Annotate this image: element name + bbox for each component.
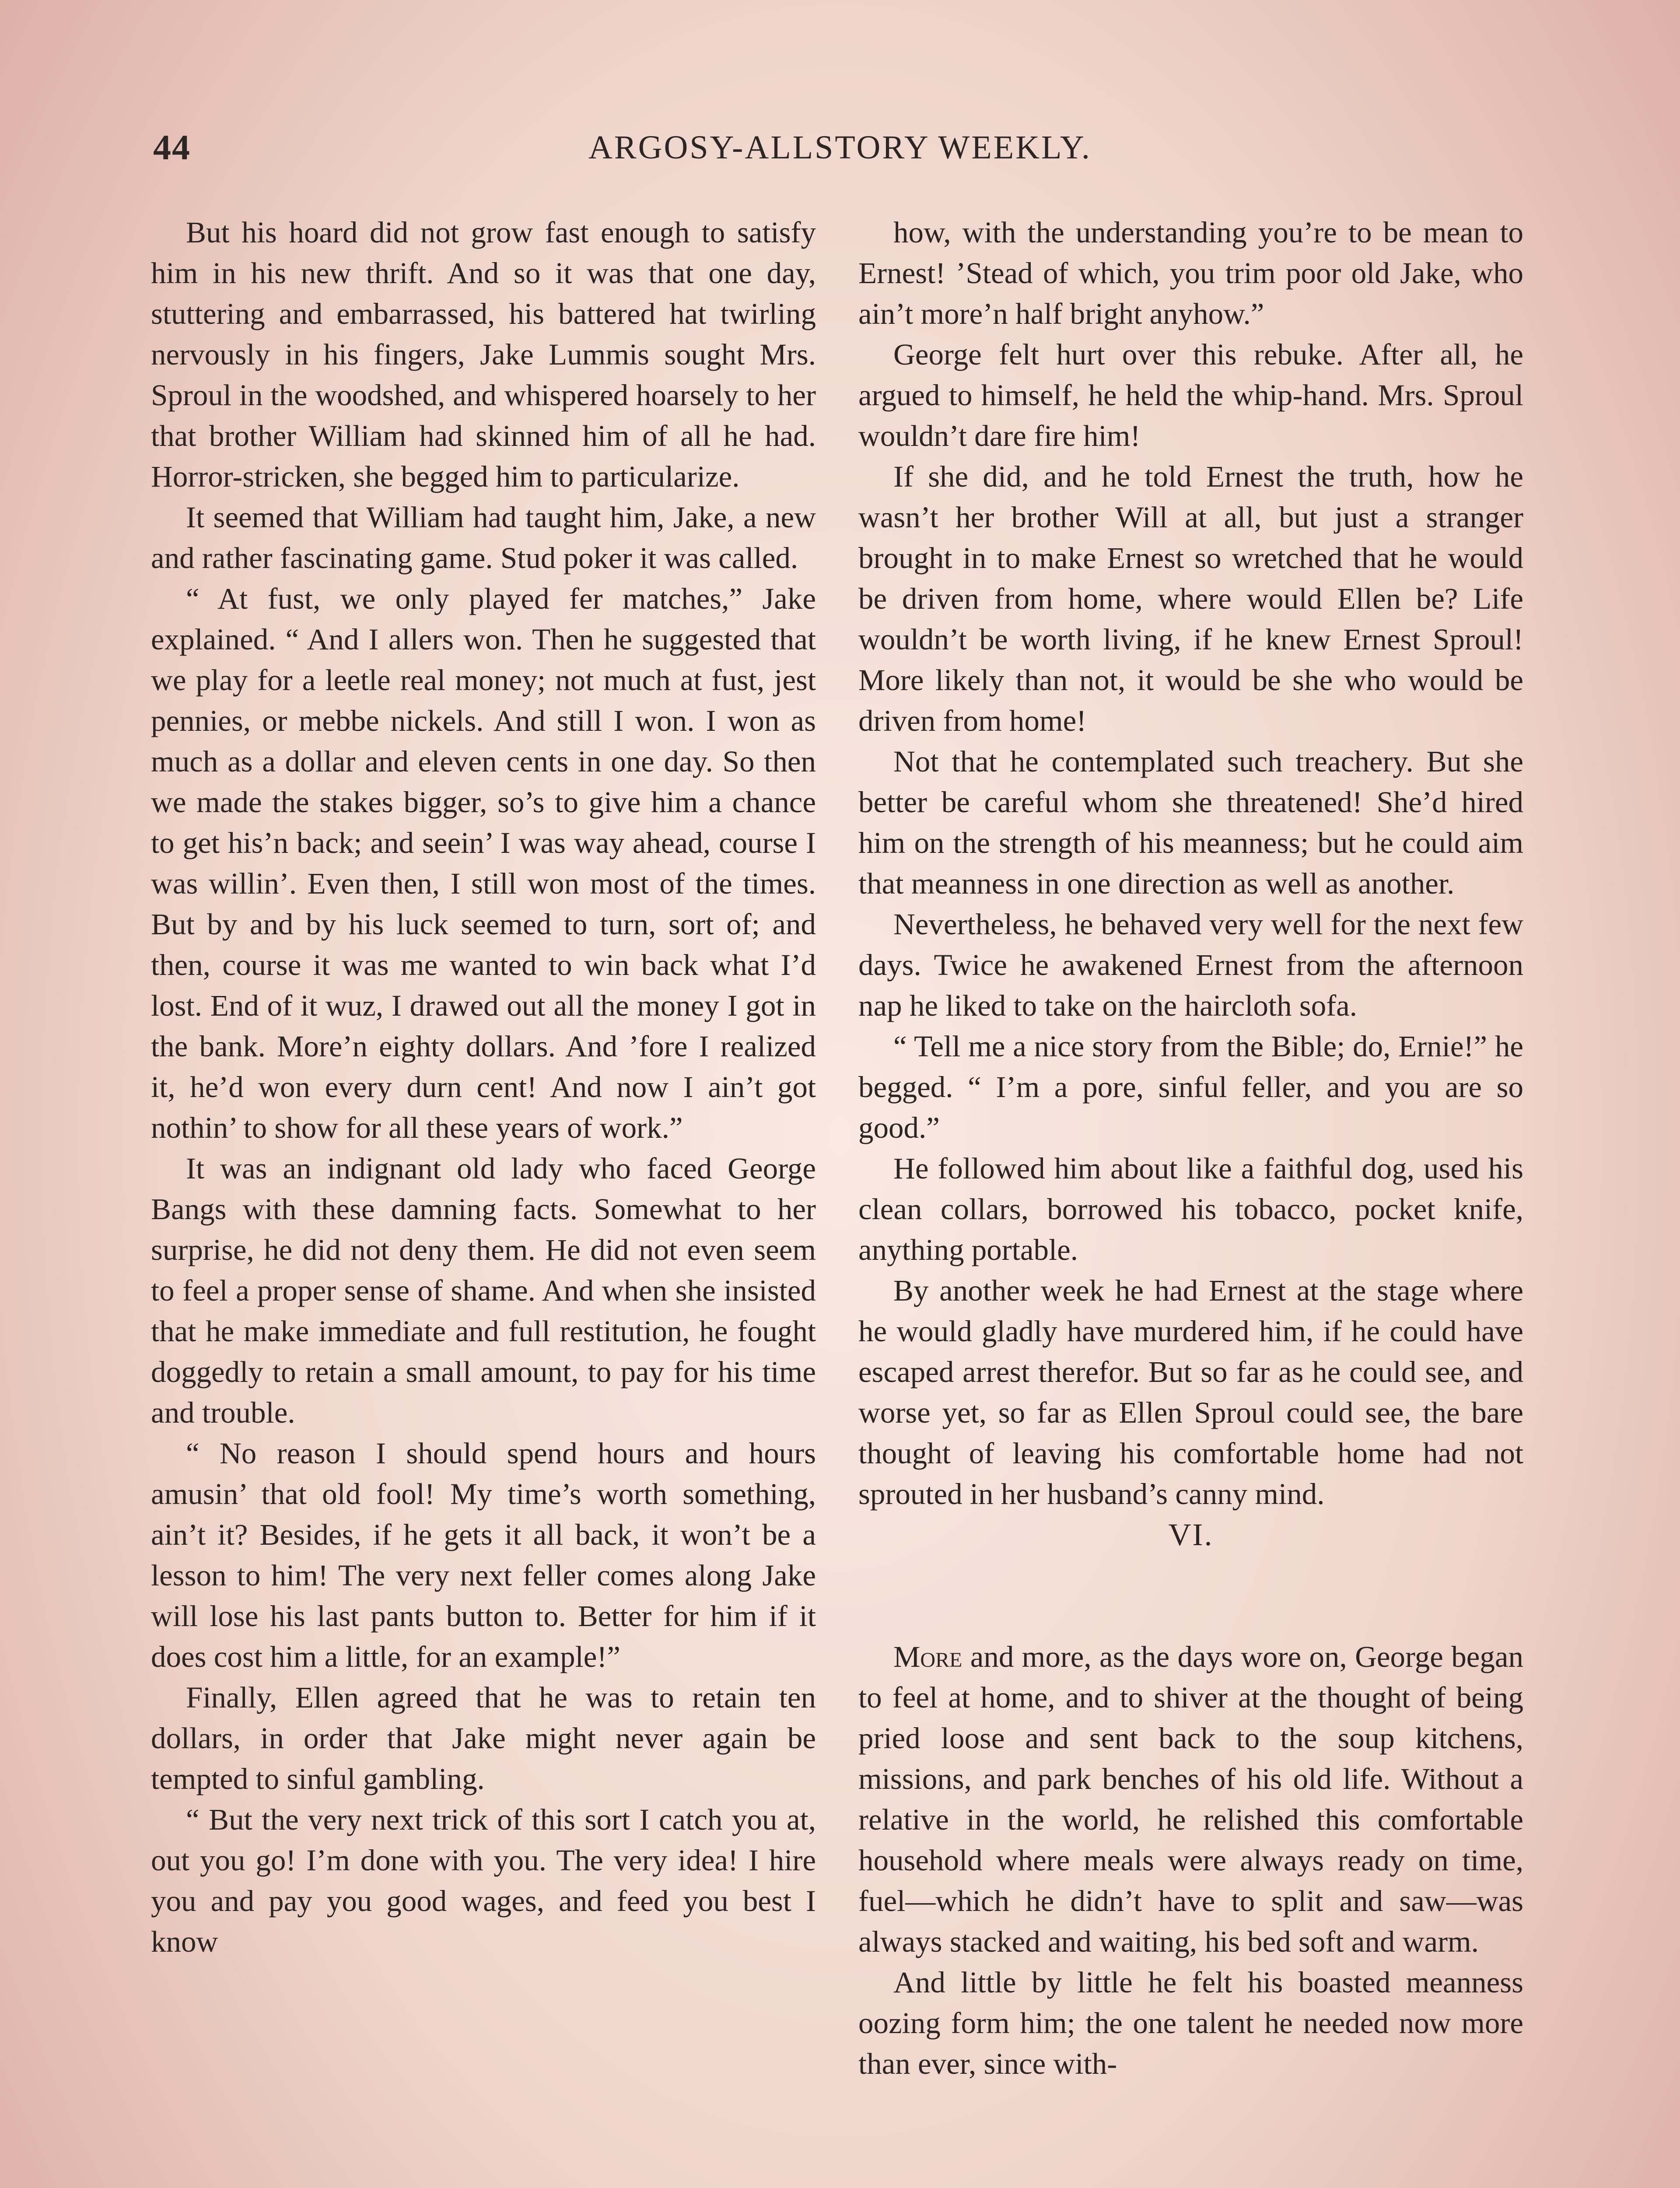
paragraph: Not that he contemplated such treachery. But she better be careful whom she threatened! She’d hired him on the strength of his meanness; but he could aim that meanness in one direction as well as another.	[858, 745, 1523, 900]
paragraph: It seemed that William had taught him, Jake, a new and rather fascinating game. Stud poker it was called.	[151, 501, 816, 575]
paragraph: “ No reason I should spend hours and hours amusin’ that old fool! My time’s worth something, ain’t it? Besides, if he gets it all back, it won’t be a lesson to him! The very next feller comes along Jake will lose his last pants button to. Better for him if it does cost him a little, for an example!”	[151, 1437, 816, 1673]
right-column	[858, 212, 1523, 2084]
paragraph: “ But the very next trick of this sort I catch you at, out you go! I’m done with you. The very idea! I hire you and pay you good wages, and feed you best I know	[151, 1803, 816, 1958]
paragraph: He followed him about like a faithful dog, used his clean collars, borrowed his tobacco, pocket knife, anything portable.	[858, 1152, 1523, 1266]
page-number: 44	[153, 127, 191, 167]
left-column	[151, 212, 816, 1962]
section-opening-paragraph	[858, 1637, 1523, 1962]
running-head: ARGOSY-ALLSTORY WEEKLY.	[588, 129, 1092, 166]
paragraph: And little by little he felt his boasted meanness oozing form him; the one talent he needed now more than ever, since with-	[858, 1966, 1523, 2080]
paragraph: Nevertheless, he behaved very well for the next few days. Twice he awakened Ernest from the afternoon nap he liked to take on the haircloth sofa.	[858, 908, 1523, 1022]
paragraph: But his hoard did not grow fast enough to satisfy him in his new thrift. And so it was that one day, stuttering and embarrassed, his battered hat twirling nervously in his fingers, Jake Lummis sought Mrs. Sproul in the woodshed, and whispered hoarsely to her that brother William had skinned him of all he had. Horror-stricken, she begged him to particularize.	[151, 216, 816, 493]
drop-word: More	[893, 1640, 962, 1673]
paragraph: George felt hurt over this rebuke. After all, he argued to himself, he held the whip-hand. Mrs. Sproul wouldn’t dare fire him!	[858, 338, 1523, 452]
paragraph: how, with the understanding you’re to be mean to Ernest! ’Stead of which, you trim poor old Jake, who ain’t more’n half bright anyhow.”	[858, 216, 1523, 330]
section-heading: VI.	[1168, 1517, 1214, 1552]
paragraph: If she did, and he told Ernest the truth, how he wasn’t her brother Will at all, but just a stranger brought in to make Ernest so wretched that he would be driven from home, where would Ellen be? Life wouldn’t be worth living, if he knew Ernest Sproul! More likely than not, it would be she who would be driven from home!	[858, 460, 1523, 737]
page-header	[153, 127, 1527, 188]
paragraph: “ At fust, we only played fer matches,” Jake explained. “ And I allers won. Then he suggested that we play for a leetle real money; not much at fust, jest pennies, or mebbe nickels. And still I won. I won as much as a dollar and eleven cents in one day. So then we made the stakes bigger, so’s to give him a chance to get his’n back; and seein’ I was way ahead, course I was willin’. Even then, I still won most of the times. But by and by his luck seemed to turn, sort of; and then, course it was me wanted to win back what I’d lost. End of it wuz, I drawed out all the money I got in the bank. More’n eighty dollars. And ’fore I realized it, he’d won every durn cent! And now I ain’t got nothin’ to show for all these years of work.”	[151, 582, 816, 1144]
paragraph: By another week he had Ernest at the stage where he would gladly have murdered him, if he could have escaped arrest therefor. But so far as he could see, and worse yet, so far as Ellen Sproul could see, the bare thought of leaving his comfortable home had not sprouted in her husband’s canny mind.	[858, 1274, 1523, 1511]
paragraph: “ Tell me a nice story from the Bible; do, Ernie!” he begged. “ I’m a pore, sinful feller, and you are so good.”	[858, 1030, 1523, 1144]
paragraph: It was an indignant old lady who faced George Bangs with these damning facts. Somewhat to her surprise, he did not deny them. He did not even seem to feel a proper sense of shame. And when she insisted that he make immediate and full restitution, he fought doggedly to retain a small amount, to pay for his time and trouble.	[151, 1152, 816, 1429]
paragraph-text: and more, as the days wore on, George began to feel at home, and to shiver at the thought of being pried loose and sent back to the soup kitchens, missions, and park benches of his old life. Without a relative in the world, he relished this comfortable household where meals were always ready on time, fuel—which he didn’t have to split and saw—was always stacked and waiting, his bed soft and warm.	[858, 1640, 1523, 1958]
paragraph: Finally, Ellen agreed that he was to retain ten dollars, in order that Jake might never again be tempted to sinful gambling.	[151, 1681, 816, 1795]
